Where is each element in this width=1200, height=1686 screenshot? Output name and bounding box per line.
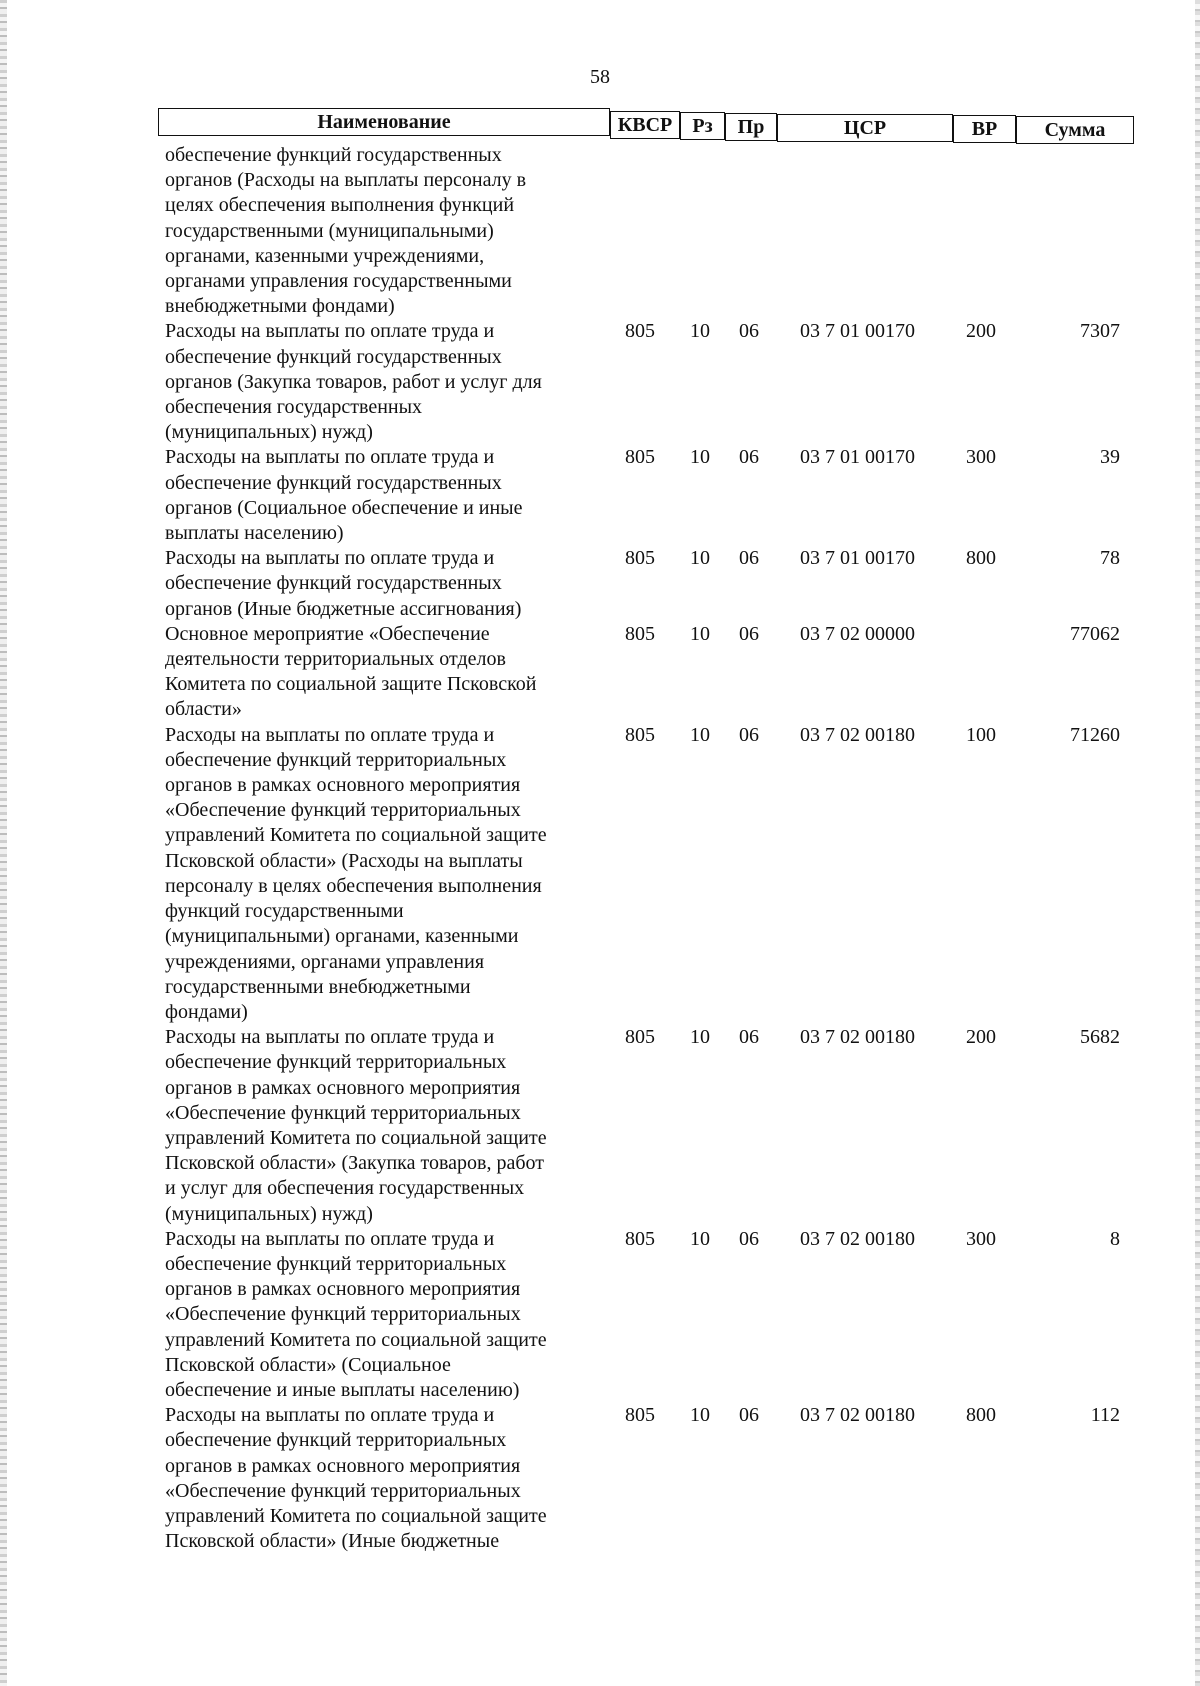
row-sum: 5682 bbox=[1080, 1026, 1120, 1049]
row-sum: 7307 bbox=[1080, 320, 1120, 343]
row-sum: 78 bbox=[1100, 547, 1120, 570]
row-rz: 10 bbox=[690, 320, 710, 343]
column-header-rz: Рз bbox=[680, 112, 725, 140]
row-kvsr: 805 bbox=[625, 622, 655, 645]
table-row bbox=[0, 723, 1200, 1025]
row-kvsr: 805 bbox=[625, 1404, 655, 1427]
row-csr: 03 7 02 00180 bbox=[800, 723, 915, 746]
row-csr: 03 7 02 00180 bbox=[800, 1026, 915, 1049]
row-name: обеспечение функций государственных органов (Расходы на выплаты персоналу в целях обеспечения выполнения функций государственными (муниципальными) органами, казенными учреждениями, органами управления государственными внебюджетными фондами) bbox=[165, 144, 527, 318]
row-vr: 200 bbox=[966, 1026, 996, 1049]
row-rz: 10 bbox=[690, 1404, 710, 1427]
table-row bbox=[0, 319, 1200, 445]
row-sum: 112 bbox=[1090, 1404, 1120, 1427]
row-name: Расходы на выплаты по оплате труда и обеспечение функций государственных органов (Иные бюджетные ассигнования) bbox=[165, 547, 522, 620]
row-name: Расходы на выплаты по оплате труда и обеспечение функций территориальных органов в рамках основного мероприятия «Обеспечение функций территориальных управлений Комитета по социальной защите Псковской области» (Социальное обеспечение и иные выплаты населению) bbox=[165, 1227, 547, 1401]
column-header-name: Наименование bbox=[158, 108, 610, 136]
column-header-csr: ЦСР bbox=[777, 114, 953, 142]
row-name: Расходы на выплаты по оплате труда и обеспечение функций государственных органов (Социальное обеспечение и иные выплаты населению) bbox=[165, 446, 523, 545]
row-rz: 10 bbox=[690, 723, 710, 746]
table-body bbox=[0, 143, 1200, 1554]
row-csr: 03 7 02 00180 bbox=[800, 1404, 915, 1427]
row-csr: 03 7 01 00170 bbox=[800, 547, 915, 570]
row-rz: 10 bbox=[690, 547, 710, 570]
row-pr: 06 bbox=[739, 1026, 759, 1049]
column-header-kvsr: КВСР bbox=[610, 111, 680, 139]
row-rz: 10 bbox=[690, 446, 710, 469]
table-row bbox=[0, 1025, 1200, 1227]
row-vr: 300 bbox=[966, 1227, 996, 1250]
table-header bbox=[0, 108, 1200, 144]
row-csr: 03 7 02 00180 bbox=[800, 1227, 915, 1250]
row-rz: 10 bbox=[690, 622, 710, 645]
row-sum: 8 bbox=[1110, 1227, 1120, 1250]
table-row bbox=[0, 546, 1200, 622]
row-pr: 06 bbox=[739, 320, 759, 343]
table-row bbox=[0, 1227, 1200, 1403]
column-header-sum: Сумма bbox=[1016, 116, 1134, 144]
row-vr: 300 bbox=[966, 446, 996, 469]
row-rz: 10 bbox=[690, 1026, 710, 1049]
row-pr: 06 bbox=[739, 723, 759, 746]
table-row bbox=[0, 1403, 1200, 1554]
column-header-pr: Пр bbox=[725, 113, 777, 141]
row-pr: 06 bbox=[739, 622, 759, 645]
row-name: Расходы на выплаты по оплате труда и обеспечение функций территориальных органов в рамках основного мероприятия «Обеспечение функций территориальных управлений Комитета по социальной защите Псковской области» (Расходы на выплаты персоналу в целях обеспечения выполнения функций государственными (муниципальными) органами, казенными учреждениями, органами управления государственными внебюджетными фондами) bbox=[165, 723, 547, 1023]
row-name: Расходы на выплаты по оплате труда и обеспечение функций территориальных органов в рамках основного мероприятия «Обеспечение функций территориальных управлений Комитета по социальной защите Псковской области» (Закупка товаров, работ и услуг для обеспечения государственных (муниципальных) нужд) bbox=[165, 1026, 547, 1225]
row-pr: 06 bbox=[739, 1227, 759, 1250]
row-name: Расходы на выплаты по оплате труда и обеспечение функций территориальных органов в рамках основного мероприятия «Обеспечение функций территориальных управлений Комитета по социальной защите Псковской области» (Иные бюджетные bbox=[165, 1404, 547, 1553]
row-vr: 800 bbox=[966, 547, 996, 570]
row-vr: 200 bbox=[966, 320, 996, 343]
row-kvsr: 805 bbox=[625, 723, 655, 746]
column-header-vr: ВР bbox=[953, 115, 1016, 143]
row-pr: 06 bbox=[739, 446, 759, 469]
row-kvsr: 805 bbox=[625, 1227, 655, 1250]
row-csr: 03 7 02 00000 bbox=[800, 622, 915, 645]
row-kvsr: 805 bbox=[625, 446, 655, 469]
row-vr: 100 bbox=[966, 723, 996, 746]
table-row bbox=[0, 445, 1200, 546]
row-sum: 77062 bbox=[1070, 622, 1120, 645]
row-csr: 03 7 01 00170 bbox=[800, 320, 915, 343]
row-pr: 06 bbox=[739, 547, 759, 570]
row-sum: 71260 bbox=[1070, 723, 1120, 746]
row-vr: 800 bbox=[966, 1404, 996, 1427]
row-rz: 10 bbox=[690, 1227, 710, 1250]
row-sum: 39 bbox=[1100, 446, 1120, 469]
row-name: Расходы на выплаты по оплате труда и обеспечение функций государственных органов (Закупка товаров, работ и услуг для обеспечения государственных (муниципальных) нужд) bbox=[165, 320, 542, 444]
row-kvsr: 805 bbox=[625, 320, 655, 343]
row-kvsr: 805 bbox=[625, 547, 655, 570]
table-row bbox=[0, 143, 1200, 319]
row-csr: 03 7 01 00170 bbox=[800, 446, 915, 469]
row-name: Основное мероприятие «Обеспечение деятельности территориальных отделов Комитета по социальной защите Псковской области» bbox=[165, 622, 537, 721]
row-pr: 06 bbox=[739, 1404, 759, 1427]
page-number: 58 bbox=[590, 66, 610, 88]
row-kvsr: 805 bbox=[625, 1026, 655, 1049]
table-row bbox=[0, 622, 1200, 723]
